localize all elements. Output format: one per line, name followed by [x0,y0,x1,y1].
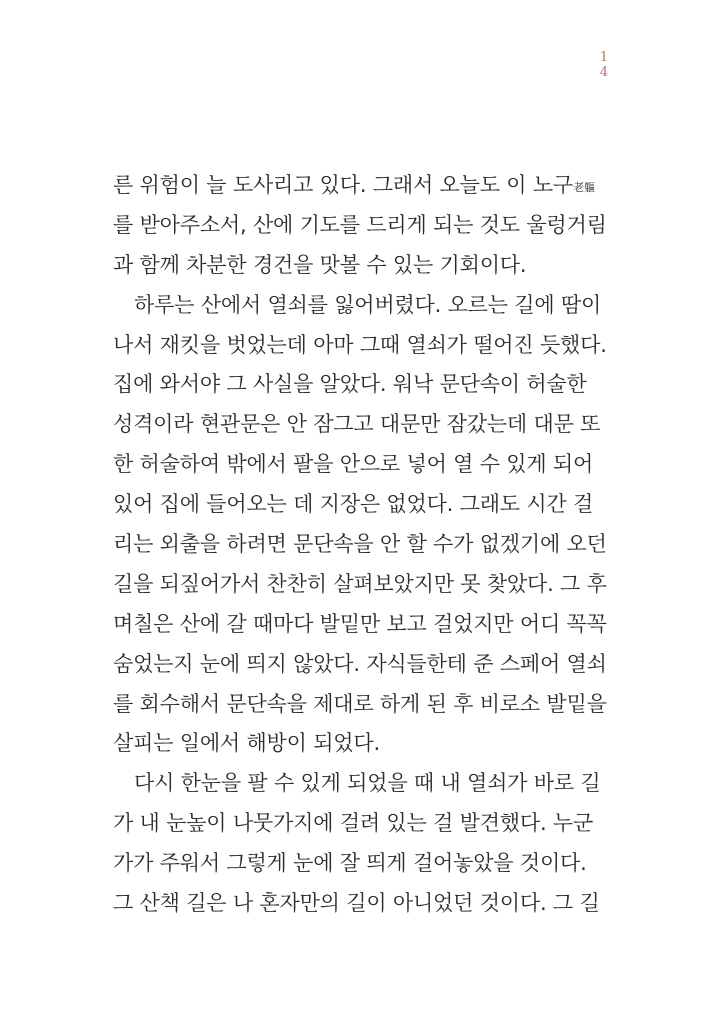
text-line: 살피는 일에서 해방이 되었다. [113,731,380,756]
text-line: 숨었는지 눈에 띄지 않았다. 자식들한테 준 스페어 열쇠 [113,651,607,676]
text-line: 과 함께 차분한 경건을 맛볼 수 있는 기회이다. [113,252,527,277]
text-line: 가 내 눈높이 나뭇가지에 걸려 있는 걸 발견했다. 누군 [113,811,594,836]
body-text [113,166,607,924]
page-number [596,50,612,80]
text-line: 한 허술하여 밖에서 팔을 안으로 넣어 열 수 있게 되어 [113,452,594,477]
text-line: 며칠은 산에 갈 때마다 발밑만 보고 걸었지만 어디 꼭꼭 [113,611,607,636]
text-line: 를 회수해서 문단속을 제대로 하게 된 후 비로소 발밑을 [113,691,607,716]
text-line: 리는 외출을 하려면 문단속을 안 할 수가 없겠기에 오던 [113,532,607,557]
text-line: 있어 집에 들어오는 데 지장은 없었다. 그래도 시간 걸 [113,492,594,517]
text-line: 하루는 산에서 열쇠를 잃어버렸다. 오르는 길에 땀이 [134,292,602,317]
text-line: 가가 주워서 그렇게 눈에 잘 띄게 걸어놓았을 것이다. [113,851,587,876]
text-line [113,166,595,206]
text-line: 성격이라 현관문은 안 잠그고 대문만 잠갔는데 대문 또 [113,412,601,437]
text-line: 다시 한눈을 팔 수 있게 되었을 때 내 열쇠가 바로 길 [134,771,601,796]
text-line: 그 산책 길은 나 혼자만의 길이 아니었던 것이다. 그 길 [113,891,600,916]
text-line: 길을 되짚어가서 찬찬히 살펴보았지만 못 찾았다. 그 후 [113,571,607,596]
line-text: 른 위험이 늘 도사리고 있다. 그래서 오늘도 이 노구 [113,173,573,197]
page-number-digit: 1 [599,50,609,65]
page-number-digit: 4 [599,65,609,80]
text-line: 나서 재킷을 벗었는데 아마 그때 열쇠가 떨어진 듯했다. [113,332,607,357]
text-line: 집에 와서야 그 사실을 알았다. 워낙 문단속이 허술한 [113,372,587,397]
hanja-annotation: 老軀 [573,181,595,194]
text-line: 를 받아주소서, 산에 기도를 드리게 되는 것도 울렁거림 [113,212,607,237]
